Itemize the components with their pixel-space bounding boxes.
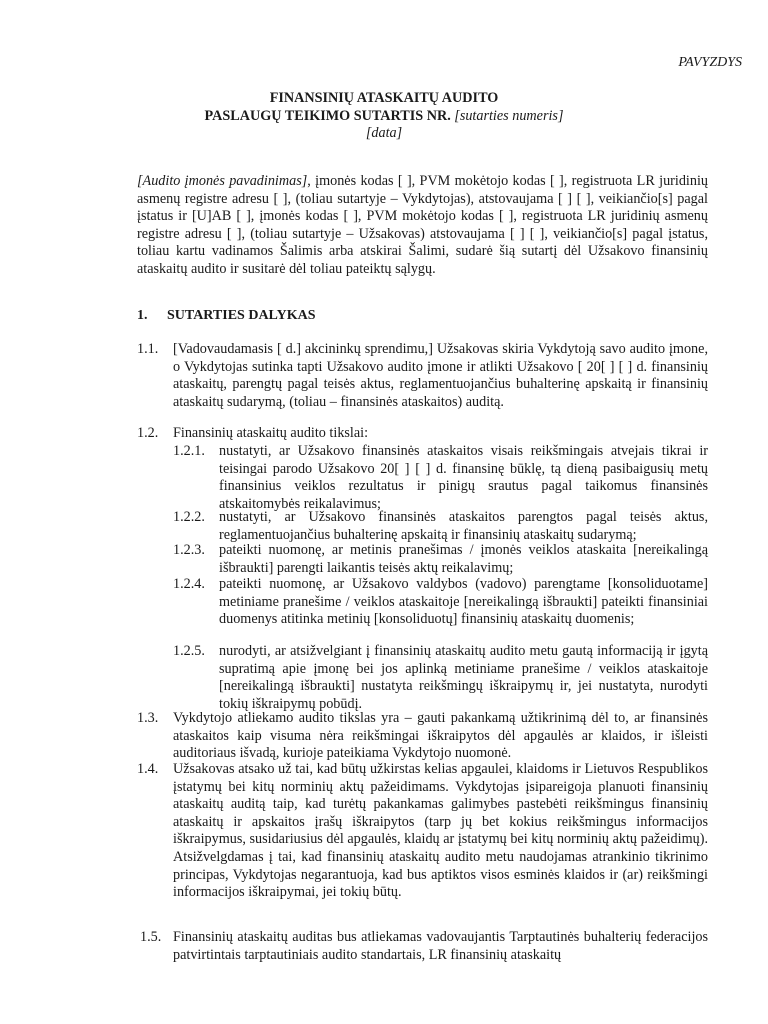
title-line-1: FINANSINIŲ ATASKAITŲ AUDITO <box>269 90 499 106</box>
clause-text: Užsakovas atsako už tai, kad būtų užkirstas kelias apgaulei, klaidoms ir Lietuvos Respublikos įstatymų bei kitų norminių aktų pažeidimams. Vykdytojas įsipareigoja planuoti finansinių ataskaitų auditą taip, kad turėtų pakankamas galimybes pastebėti reikšmingus finansinių ataskaitų ir apskaitos įrašų iškraipytos (tarp jų bet kokius reikšmingus informacijos iškraipymus, susidariusius dėl apgaulės, klaidų ar įstatymų bei kitų norminių aktų pažeidimų). Atsižvelgdamas į tai, kad finansinių ataskaitų audito metu naudojamas atrankinio tikrinimo principas, Vykdytojas negarantuoja, kad bus aptiktos visos esminės klaidos ir (ar) reikšmingi informacijos iškraipymai, jei tokių būtų. <box>173 761 708 901</box>
contract-number-placeholder: [sutarties numeris] <box>454 107 564 124</box>
clause-number: 1.5. <box>140 929 162 945</box>
subclause-text: pateikti nuomonę, ar Užsakovo valdybos (vadovo) parengtame [konsoliduotame] metiniame pranešime / veiklos ataskaitoje [nereikalingą išbraukti] pateikti finansiniai duomenys atitinka metinių [konsoliduotų] finansinių ataskaitų duomenis; <box>219 576 708 628</box>
subclause-text: nurodyti, ar atsižvelgiant į finansinių ataskaitų audito metu gautą informaciją ir įgytą supratimą apie įmonę bei jos aplinką metiniame pranešime / veiklos ataskaitoje [nereikalingą išbraukti] nustatyta reikšmingų iškraipymų ir, jei nustatyta, nurodyti tokių iškraipymų pobūdį. <box>219 643 708 712</box>
subclause-text: nustatyti, ar Užsakovo finansinės ataskaitos visais reikšmingais atvejais tikrai ir teisingai parodo Užsakovo 20[ ] [ ] d. finansinę būklę, tą dieną pasibaigusių metų finansinius veiklos rezultatus ir pinigų srautus pagal taikomus finansinės atskaitomybės reikalavimus; <box>219 443 708 512</box>
clause-number: 1.2. <box>137 425 159 441</box>
document-title <box>0 90 768 143</box>
date-placeholder: [data] <box>365 125 403 141</box>
subclause-number: 1.2.1. <box>173 443 205 459</box>
subclause-number: 1.2.3. <box>173 542 205 558</box>
title-line-2: PASLAUGŲ TEIKIMO SUTARTIS NR. [sutarties numeris] <box>204 107 564 124</box>
clause-number: 1.1. <box>137 341 159 357</box>
clause-number: 1.3. <box>137 710 159 726</box>
subclause-number: 1.2.4. <box>173 576 205 592</box>
clause-text: Vykdytojo atliekamo audito tikslas yra – gauti pakankamą užtikrinimą dėl to, ar finansinės ataskaitos kaip visuma nėra reikšmingai iškraipytos dėl apgaulės ar klaidos, ir išleisti auditoriaus išvadą, kurioje pateikiama Vykdytojo nuomonė. <box>173 710 708 762</box>
subclause-number: 1.2.2. <box>173 509 205 525</box>
section-heading <box>137 308 316 324</box>
intro-text: , įmonės kodas [ ], PVM mokėtojo kodas [ ], registruota LR juridinių asmenų registre adresu [ ], (toliau sutartyje – Vykdytojas), atstovaujama [ ] [ ], veikiančio[s] pagal įstatus ir [U]AB [ ], įmonės kodas [ ], PVM mokėtojo kodas [ ], registruota LR juridinių asmenų registre adresu [ ], (toliau sutartyje – Užsakovas) atstovaujama [ ] [ ], veikiančio[s] pagal įstatus, toliau kartu vadinamos Šalimis arba atskirai Šalimi, sudarė šią sutartį dėl Užsakovo finansinių ataskaitų audito ir susitarė dėl toliau pateiktų sąlygų. <box>137 173 708 277</box>
clause-text: Finansinių ataskaitų auditas bus atliekamas vadovaujantis Tarptautinės buhalterių federacijos patvirtintais tarptautiniais audito standartais, LR finansinių ataskaitų <box>173 929 708 963</box>
subclause-text: pateikti nuomonę, ar metinis pranešimas / įmonės veiklos ataskaita [nereikalingą išbraukti] parengti laikantis teisės aktų reikalavimų; <box>219 542 708 576</box>
section-title: SUTARTIES DALYKAS <box>167 308 316 323</box>
subclause-number: 1.2.5. <box>173 643 205 659</box>
clause-text: [Vadovaudamasis [ d.] akcininkų sprendimu,] Užsakovas skiria Vykdytoją savo audito įmone, o Vykdytojas sutinka tapti Užsakovo audito įmone ir atlikti Užsakovo [ 20[ ] [ ] d. finansinių ataskaitų, parengtų pagal teisės aktus, reglamentuojančius buhalterinę apskaitą ir finansinių ataskaitų sudarymą, (toliau – finansinės ataskaitos) auditą. <box>173 341 708 410</box>
clause-text: Finansinių ataskaitų audito tikslai: <box>173 425 369 441</box>
subclause-text: nustatyti, ar Užsakovo finansinės ataskaitos parengtos pagal teisės aktus, reglamentuojančius buhalterinę apskaitą ir finansinių ataskaitų sudarymą; <box>219 509 708 543</box>
sample-label: PAVYZDYS <box>678 55 742 70</box>
audit-company-placeholder: [Audito įmonės pavadinimas] <box>137 173 308 189</box>
intro-paragraph <box>137 173 708 279</box>
clause-number: 1.4. <box>137 761 159 777</box>
section-number: 1. <box>137 308 148 323</box>
